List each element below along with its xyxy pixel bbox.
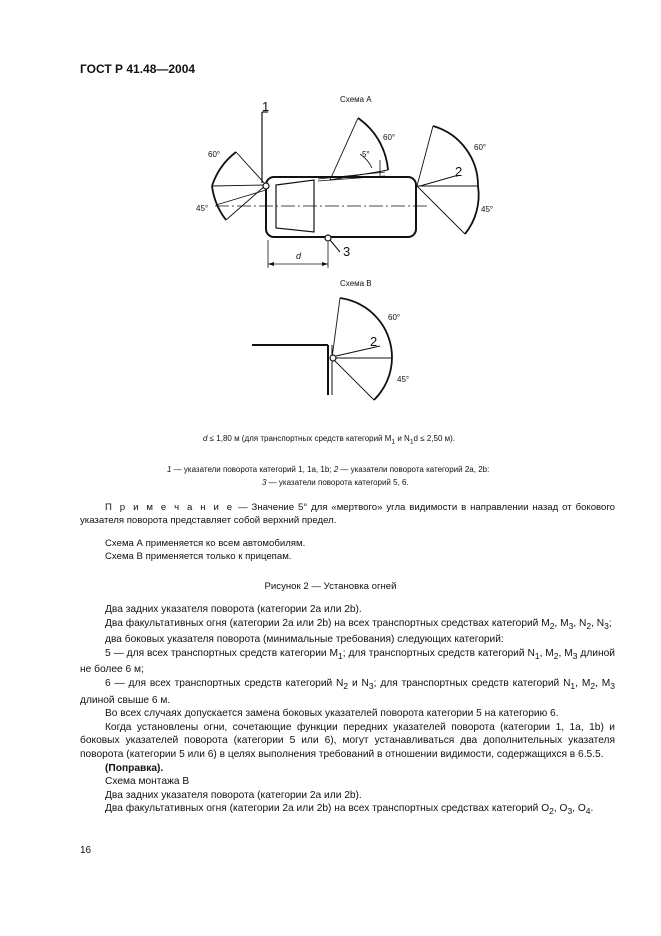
- angle-45-right: 45°: [481, 205, 494, 214]
- angle-45-left: 45°: [196, 204, 209, 213]
- document-header: ГОСТ Р 41.48—2004: [80, 62, 196, 76]
- vehicle-body: [266, 177, 416, 237]
- paragraph-1: Два задних указателя поворота (категории 2а или 2b).: [105, 604, 362, 615]
- paragraph-3: два боковых указателя поворота (минимальные требования) следующих категорий:: [105, 634, 504, 646]
- callout-3: 3: [343, 244, 351, 259]
- angle-60-mid: 60°: [383, 133, 396, 142]
- callout-2-b: 2: [370, 334, 378, 349]
- callout-2: 2: [455, 164, 463, 179]
- note-paragraph: П р и м е ч а н и е — Значение 5° для «мертвого» угла видимости в направлении назад от бокового указателя поворота представляет собой верхний предел.: [80, 502, 615, 526]
- installation-diagram: [0, 80, 661, 440]
- schema-b-label: Схема В: [340, 279, 372, 288]
- angle-5: 5°: [362, 150, 370, 159]
- dimension-d: d: [296, 251, 302, 261]
- paragraph-4: 5 — для всех транспортных средств категории $М_1$; для транспортных средств категорий $N_1$, $М_2$, $М_3$ длиной не более 6 м;: [80, 647, 615, 676]
- paragraph-6: Во всех случаях допускается замена боковых указателей поворота категории 5 на категорию 6.: [105, 708, 559, 720]
- dimension-caption: d ≤ 1,80 м (для транспортных средств категорий $М_1$ и $N_1d \le 2,50$ м).: [203, 434, 455, 446]
- callout-1: 1: [262, 99, 270, 114]
- paragraph-7: Когда установлены огни, сочетающие функции передних указателей поворота (категории 1, 1а, 1b) и боковых указателей поворота (категории 5 или 6), могут устанавливаться два дополнительных указателя поворота (категории 5 или 6) в целях выполнения требований в отношении видимости, содержащихся в 6.5.5.: [80, 721, 615, 761]
- figure-legend-line-2: 3 — указатели поворота категорий 5, 6.: [262, 478, 409, 487]
- angle-45-b: 45°: [397, 375, 410, 384]
- schema-a-label: Схема А: [340, 95, 372, 104]
- angle-60-right: 60°: [474, 143, 487, 152]
- paragraph-2: Два факультативных огня (категории 2а или 2b) на всех транспортных средствах категорий $М_2$, $М_3$, $N_2$, $N_3$;: [105, 617, 612, 631]
- paragraph-8: (Поправка).: [105, 762, 164, 774]
- figure-caption: Рисунок 2 — Установка огней: [264, 581, 397, 592]
- body-text: [80, 603, 615, 819]
- paragraph-5: 6 — для всех транспортных средств категорий $N_2$ и $N_3$; для транспортных средств категорий $N_1$, $М_2$, $М_3$ длиной свыше 6 м.: [80, 678, 615, 706]
- schema-note-a: Схема А применяется ко всем автомобилям.: [105, 538, 306, 549]
- angle-60-b: 60°: [388, 313, 401, 322]
- page-number: 16: [80, 845, 92, 856]
- paragraph-9: Схема монтажа В: [105, 776, 190, 788]
- schema-notes: [80, 538, 615, 564]
- figure-legend-line-1: 1 — указатели поворота категорий 1, 1а, 1b; 2 — указатели поворота категорий 2а, 2b:: [167, 465, 490, 474]
- schema-note-b: Схема В применяется только к прицепам.: [105, 550, 292, 562]
- angle-60-left: 60°: [208, 150, 221, 159]
- paragraph-10: Два задних указателя поворота (категории 2а или 2b).: [105, 789, 362, 801]
- paragraph-11: Два факультативных огня (категории 2а или 2b) на всех транспортных средствах категорий $О_2$, $О_3$, $О_4$.: [105, 803, 594, 817]
